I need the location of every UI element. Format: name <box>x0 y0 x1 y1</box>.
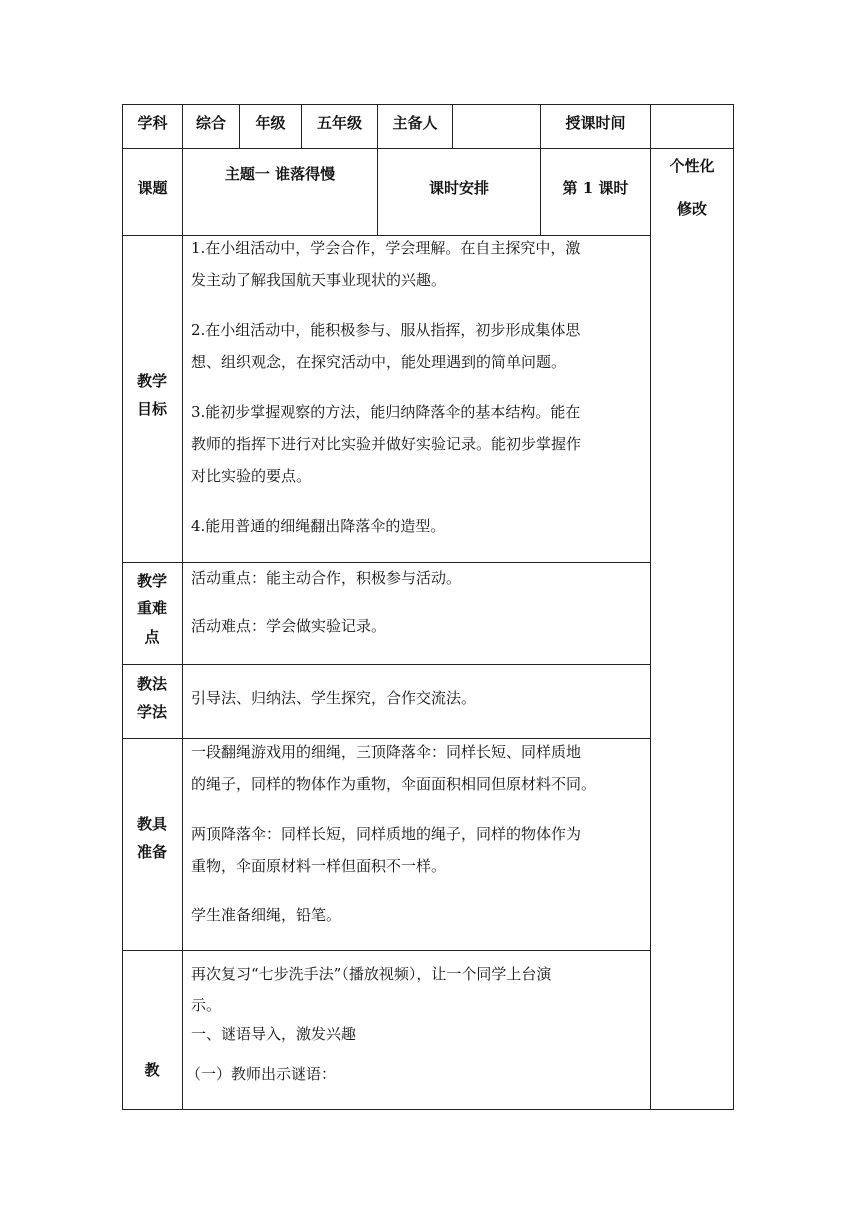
methods-label-line1: 教法 <box>136 675 167 693</box>
preparer-value <box>453 105 540 141</box>
objectives-line: 想、组织观念，在探究活动中，能处理遇到的简单问题。 <box>191 353 567 371</box>
time-value <box>651 105 733 141</box>
process-line: 再次复习“七步洗手法”（播放视频），让一个同学上台演 <box>191 965 552 983</box>
materials-line: 学生准备细绳，铅笔。 <box>191 906 342 924</box>
objectives-line: 1.在小组活动中，学会合作，学会理解。在自主探究中，激 <box>191 239 581 257</box>
personal-revision-label-line1: 个性化 <box>669 157 715 175</box>
objectives-line: 发主动了解我国航天事业现状的兴趣。 <box>191 271 447 289</box>
schedule-label: 课时安排 <box>428 179 489 197</box>
materials-line: 的绳子，同样的物体作为重物，伞面面积相同但原材料不同。 <box>191 775 597 793</box>
materials-label-line2: 准备 <box>136 843 167 861</box>
objectives-line: 3.能初步掌握观察的方法，能归纳降落伞的基本结构。能在 <box>191 403 581 421</box>
process-line: （一）教师出示谜语： <box>186 1065 337 1083</box>
objectives-line: 4.能用普通的细绳翻出降落伞的造型。 <box>191 517 446 535</box>
preparer-label: 主备人 <box>392 114 438 132</box>
key-points-line: 活动难点：学会做实验记录。 <box>191 617 387 635</box>
grade-label: 年级 <box>255 114 286 132</box>
topic-value: 主题一 谁落得慢 <box>224 165 336 183</box>
objectives-label-line1: 教学 <box>136 372 167 390</box>
objectives-line: 2.在小组活动中，能积极参与、服从指挥，初步形成集体思 <box>191 321 581 339</box>
personal-revision-label <box>651 155 733 220</box>
time-label: 授课时间 <box>565 114 626 132</box>
process-line: 示。 <box>191 996 222 1014</box>
grade-value: 五年级 <box>316 114 362 132</box>
personal-revision-label-line2: 修改 <box>676 200 707 218</box>
key-points-label-line1: 教学 <box>136 572 167 590</box>
materials-line: 一段翻绳游戏用的细绳，三顶降落伞：同样长短、同样质地 <box>191 743 582 761</box>
schedule-value: 第 1 课时 <box>562 179 629 197</box>
process-label: 教 <box>144 1061 160 1079</box>
materials-line: 重物，伞面原材料一样但面积不一样。 <box>191 857 447 875</box>
key-points-label-line2: 重难 <box>136 599 167 617</box>
objectives-line: 对比实验的要点。 <box>191 467 312 485</box>
methods-label-line2: 学法 <box>136 703 167 721</box>
materials-label-line1: 教具 <box>136 815 167 833</box>
subject-value: 综合 <box>195 114 226 132</box>
key-points-label-line3: 点 <box>144 628 160 646</box>
subject-label: 学科 <box>137 114 168 132</box>
process-line: 一、谜语导入，激发兴趣 <box>191 1025 357 1043</box>
key-points-line: 活动重点：能主动合作，积极参与活动。 <box>191 569 462 587</box>
topic-label: 课题 <box>137 179 168 197</box>
materials-line: 两顶降落伞：同样长短，同样质地的绳子，同样的物体作为 <box>191 825 582 843</box>
objectives-label-line2: 目标 <box>136 400 167 418</box>
methods-text: 引导法、归纳法、学生探究，合作交流法。 <box>191 689 477 707</box>
objectives-line: 教师的指挥下进行对比实验并做好实验记录。能初步掌握作 <box>191 435 582 453</box>
